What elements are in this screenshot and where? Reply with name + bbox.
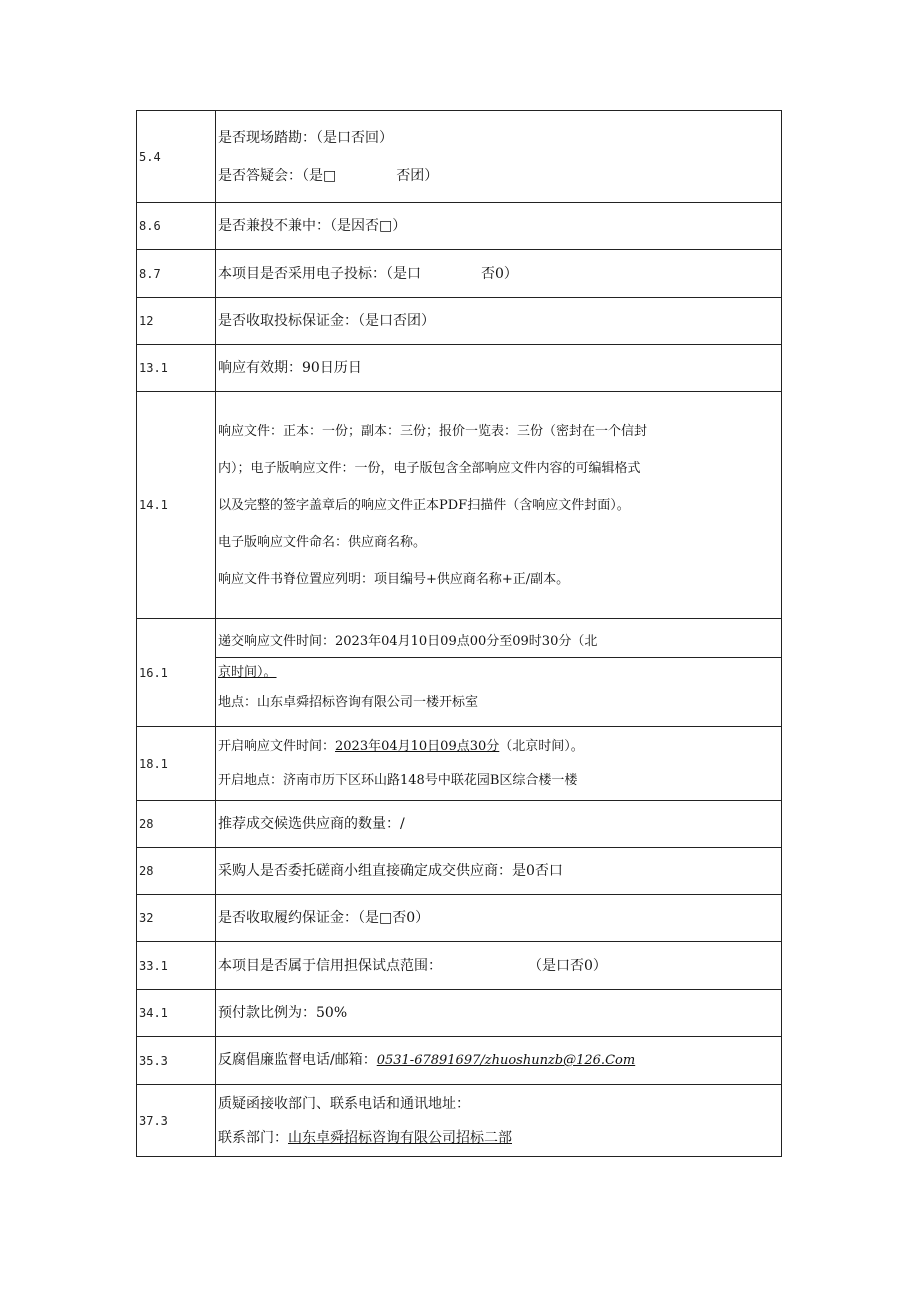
clause-text [216,345,782,392]
text-segment: 否团） [396,167,439,184]
text-line: 以及完整的签字盖章后的响应文件正本PDF扫描件（含响应文件封面）。 [218,497,630,513]
clause-number: 8.7 [137,250,216,298]
clause-text [216,1037,782,1085]
text-segment: 开启响应文件时间： [218,738,336,754]
table-row [137,203,782,250]
table-row [137,619,782,727]
text-line: 响应文件书脊位置应列明：项目编号+供应商名称+正/副本。 [218,571,570,587]
text-segment: 反腐倡廉监督电话/邮箱： [218,1052,377,1068]
table-row [137,848,782,895]
clause-number: 28 [137,848,216,895]
clause-number: 18.1 [137,727,216,801]
text-segment: 2023年04月10日09点30分 [335,738,500,754]
text-line: 推荐成交候选供应商的数量：/ [218,816,405,832]
clause-number: 12 [137,298,216,345]
text-line: 开启地点：济南市历下区环山路148号中联花园B区综合楼一楼 [218,772,578,788]
text-segment: 京时间）。 [218,665,277,680]
clause-number: 33.1 [137,942,216,990]
table-row [137,298,782,345]
text-line [218,1121,781,1155]
text-line: 响应有效期：90日历日 [218,360,362,376]
text-line [218,658,781,688]
table-row [137,111,782,203]
text-segment: 是否答疑会：（是□ [218,167,337,184]
clause-number: 16.1 [137,619,216,727]
text-line [218,956,781,976]
clause-text [216,392,782,619]
table-row [137,727,782,801]
document-table [136,110,782,1157]
clause-text [216,203,782,250]
table-row [137,990,782,1037]
clause-number: 34.1 [137,990,216,1037]
text-segment: 山东卓舜招标咨询有限公司招标二部 [288,1129,512,1146]
text-line: 递交响应文件时间：2023年04月10日09点00分至09时30分（北 [215,627,781,658]
text-line: 是否兼投不兼中：（是因否□） [218,218,407,234]
text-line: 预付款比例为：50% [218,1005,348,1021]
clause-number: 8.6 [137,203,216,250]
clause-text [216,1085,782,1157]
clause-number: 35.3 [137,1037,216,1085]
text-line: 电子版响应文件命名：供应商名称。 [218,534,427,550]
text-line [218,166,781,186]
text-line [218,264,781,284]
clause-text [216,942,782,990]
clause-text [216,895,782,942]
text-segment: 本项目是否采用电子投标：（是口 [218,265,421,282]
text-segment: （是口否0） [528,957,607,974]
text-line: 内）；电子版响应文件：一份，电子版包含全部响应文件内容的可编辑格式 [218,460,641,476]
table-row [137,942,782,990]
clause-text [216,111,782,203]
table-row [137,392,782,619]
text-line: 地点：山东卓舜招标咨询有限公司一楼开标室 [218,695,479,710]
table-row [137,345,782,392]
table-row [137,1085,782,1157]
clause-number: 5.4 [137,111,216,203]
text-line: 是否收取履约保证金：（是□否0） [218,910,430,926]
text-line: 质疑函接收部门、联系电话和通讯地址： [218,1095,470,1112]
clause-text [216,848,782,895]
table-row [137,1037,782,1085]
text-segment: 联系部门： [218,1129,288,1146]
clause-number: 32 [137,895,216,942]
clause-text [216,990,782,1037]
clause-number: 13.1 [137,345,216,392]
clause-number: 28 [137,801,216,848]
table-row [137,801,782,848]
text-line: 采购人是否委托磋商小组直接确定成交供应商：是0否口 [218,863,563,879]
clause-text [216,801,782,848]
email-link[interactable]: 0531-67891697/zhuoshunzb@126.Com [376,1053,636,1068]
text-line: 是否现场踏勘：（是口否回） [218,129,393,146]
clause-text [216,250,782,298]
text-line: 响应文件：正本：一份；副本：三份；报价一览表：三份（密封在一个信封 [218,423,648,439]
text-line: 是否收取投标保证金：（是口否团） [218,313,435,329]
text-segment: 本项目是否属于信用担保试点范围： [218,957,442,974]
text-segment: （北京时间）。 [499,738,584,754]
table-row [137,895,782,942]
clause-number: 14.1 [137,392,216,619]
clause-number: 37.3 [137,1085,216,1157]
clause-text [216,727,782,801]
clause-text [216,619,782,727]
text-line [218,1050,781,1071]
table-row [137,250,782,298]
clause-text [216,298,782,345]
text-line [218,730,781,764]
text-segment: 否0） [481,265,518,282]
